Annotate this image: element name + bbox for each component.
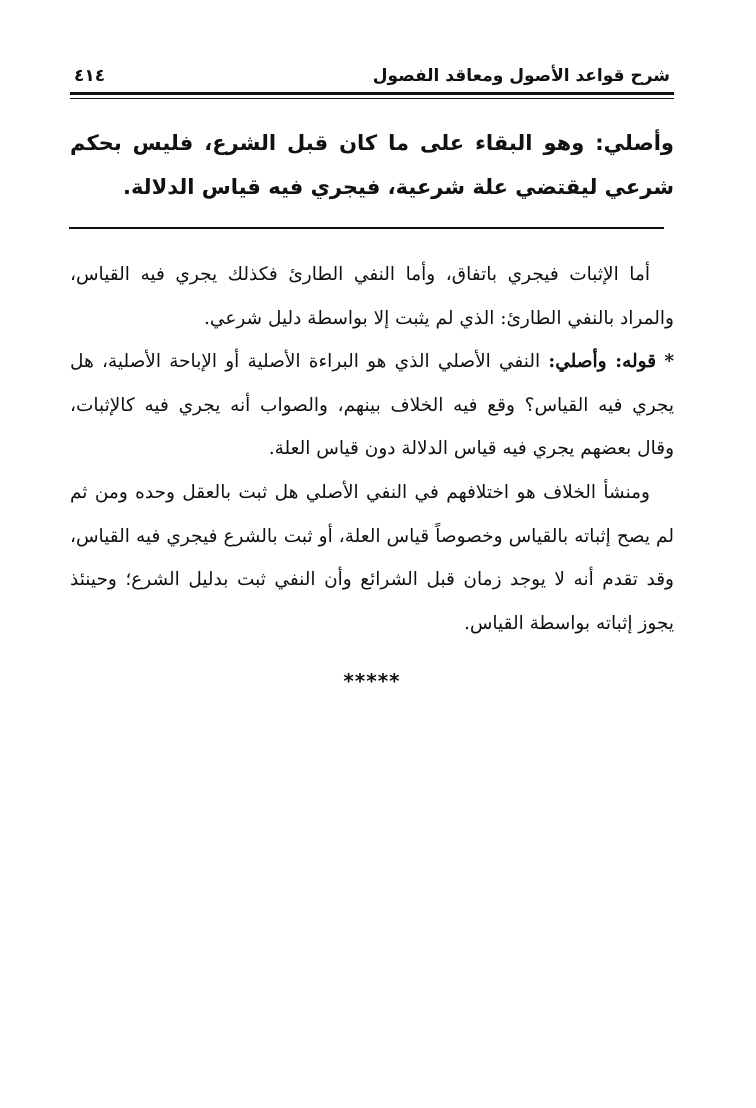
header-rule-thick bbox=[70, 92, 674, 95]
matn-text: وأصلي: وهو البقاء على ما كان قبل الشرع، فليس بحكم شرعي ليقتضي علة شرعية، فيجري فيه قياس الدلالة. bbox=[70, 131, 674, 199]
commentary-paragraph-1: أما الإثبات فيجري باتفاق، وأما النفي الطارئ فكذلك يجري فيه القياس، والمراد بالنفي الطارئ: الذي لم يثبت إلا بواسطة دليل شرعي. bbox=[70, 264, 674, 329]
book-page bbox=[70, 52, 674, 693]
commentary-paragraph-3: ومنشأ الخلاف هو اختلافهم في النفي الأصلي هل ثبت بالعقل وحده ومن ثم لم يصح إثباته بالقياس وخصوصاً قياس العلة، أو ثبت بالشرع فيجري فيه القياس، وقد تقدم أنه لا يوجد زمان قبل الشرائع وأن النفي ثبت بدليل الشرع؛ وحينئذ يجوز إثباته بواسطة القياس. bbox=[70, 481, 674, 634]
page-number: ٤١٤ bbox=[74, 66, 106, 86]
commentary-paragraph-2 bbox=[70, 340, 674, 471]
header-rule-thin bbox=[70, 98, 674, 99]
matn-separator bbox=[69, 227, 664, 229]
quoted-lead: قوله: وأصلي: bbox=[548, 351, 657, 373]
section-end-asterisks: ***** bbox=[343, 669, 401, 694]
page-header bbox=[70, 52, 674, 90]
paragraph-2-body: النفي الأصلي الذي هو البراءة الأصلية أو الإباحة الأصلية، هل يجري فيه القياس؟ وقع فيه الخلاف بينهم، والصواب أنه يجري فيه كالإثبات، وقال بعضهم يجري فيه قياس الدلالة دون قياس العلة. bbox=[70, 351, 674, 460]
book-title: شرح قواعد الأصول ومعاقد الفصول bbox=[372, 66, 670, 86]
commentary bbox=[70, 253, 674, 645]
asterisk-marker: * bbox=[664, 351, 675, 373]
